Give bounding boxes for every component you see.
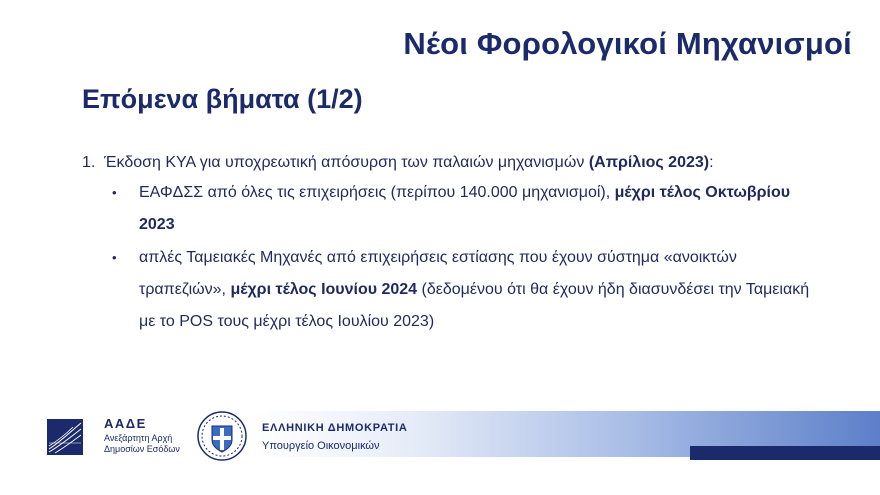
slide-title: Νέοι Φορολογικοί Μηχανισμοί: [403, 26, 852, 61]
bullet-text: απλές Ταμειακές Μηχανές από επιχειρήσεις εστίασης που έχουν σύστημα «ανοικτών τραπεζιών», μέχρι τέλος Ιουνίου 2024 (δεδομένου ότι θα έχουν ήδη διασυνδέσει την Ταμειακή με το POS τους μέχρι τέλος Ιουλίου 2023): [139, 249, 810, 330]
item-text: Έκδοση ΚΥΑ για υποχρεωτική απόσυρση των παλαιών μηχανισμών (Απρίλιος 2023):: [104, 154, 714, 171]
bullet-text: ΕΑΦΔΣΣ από όλες τις επιχειρήσεις (περίπου 140.000 μηχανισμοί), μέχρι τέλος Οκτωβρίου 2023: [139, 184, 791, 233]
aade-subtitle: Ανεξάρτητη Αρχή Δημοσίων Εσόδων: [104, 433, 180, 454]
gov-ministry: Υπουργείο Οικονομικών: [262, 440, 380, 452]
slide-content: [82, 151, 822, 343]
footer-accent-bar: [690, 446, 880, 460]
numbered-item-1: [82, 151, 822, 175]
bullet-marker: •: [112, 250, 117, 265]
bullet-list: [112, 181, 822, 338]
bullet-item: [112, 246, 822, 338]
greek-emblem-icon: [196, 410, 248, 462]
gov-name: ΕΛΛΗΝΙΚΗ ΔΗΜΟΚΡΑΤΙΑ: [262, 422, 408, 434]
aade-name: ΑΑΔΕ: [104, 416, 147, 431]
bullet-marker: •: [112, 185, 117, 200]
bullet-item: [112, 181, 822, 241]
item-number: 1.: [82, 154, 96, 171]
slide-subtitle: Επόμενα βήματα (1/2): [82, 84, 363, 114]
aade-logo-icon: [47, 419, 83, 455]
